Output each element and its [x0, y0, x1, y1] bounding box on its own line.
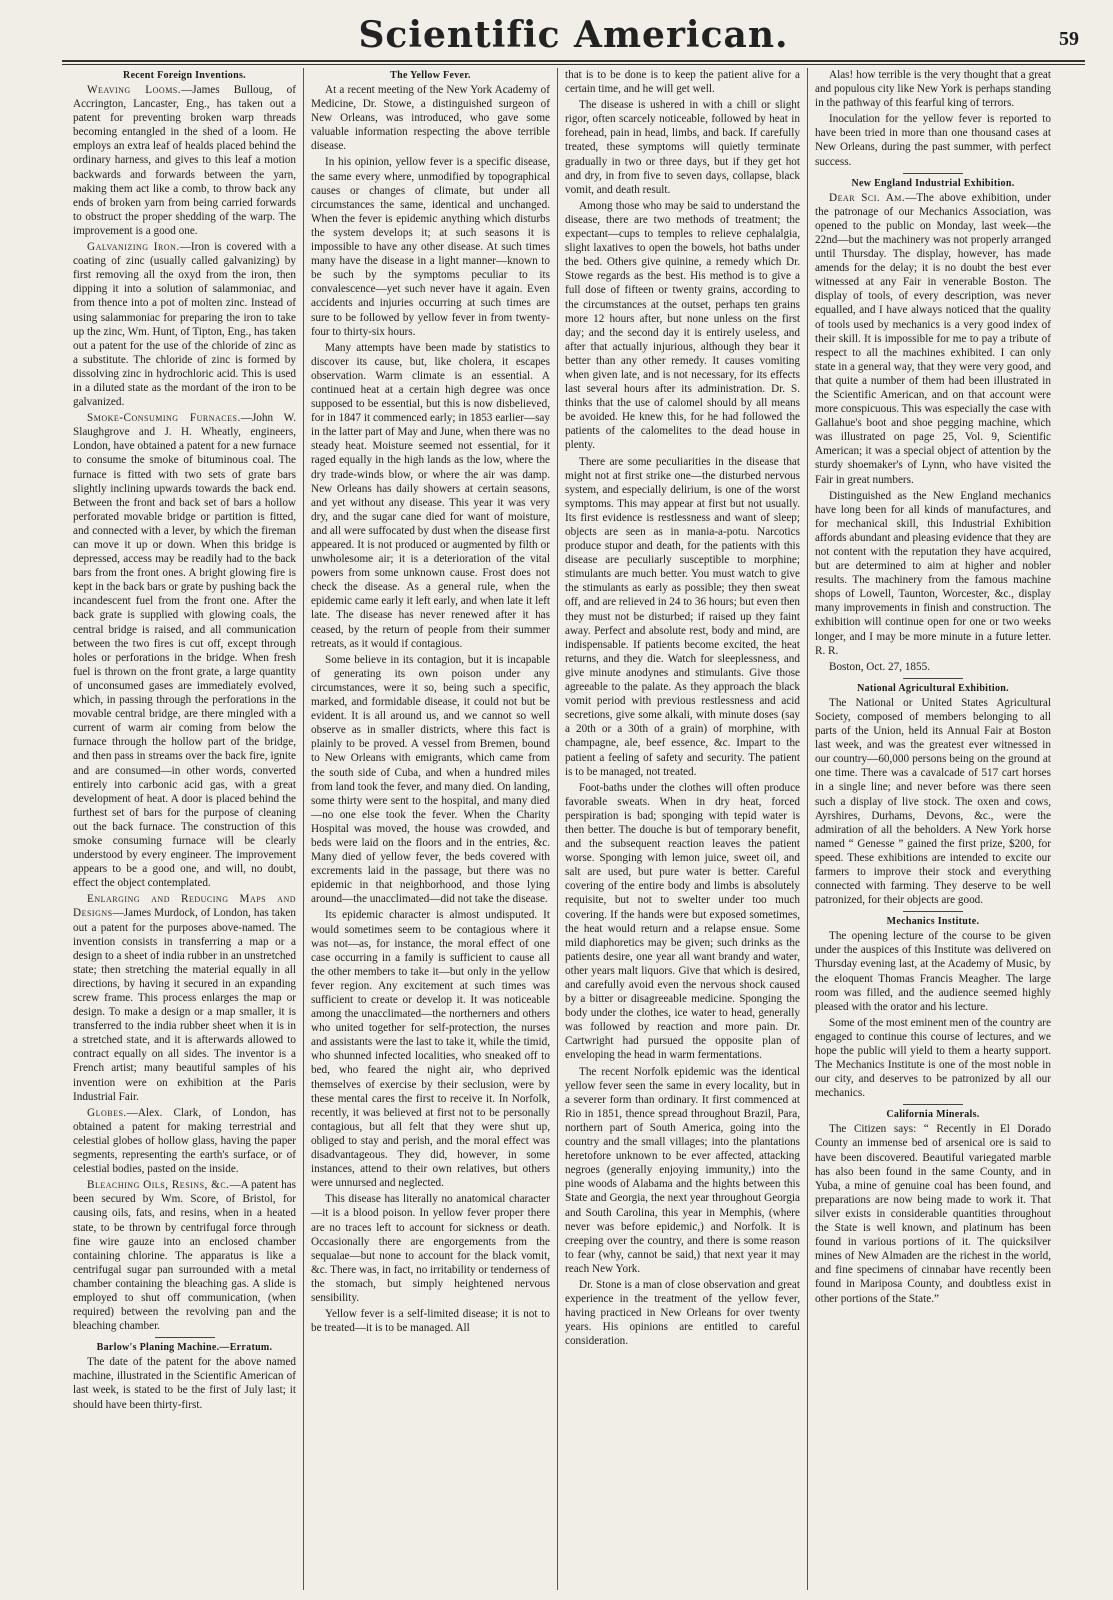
masthead-rule — [62, 60, 1085, 62]
article-paragraph — [565, 781, 800, 1063]
column-2 — [304, 68, 558, 1590]
article-paragraph — [311, 908, 550, 1190]
paragraph-text: The National or United States Agricultural Society, composed of members belonging to all parts of the Union, held its Annual Fair at Boston last week, and was the greatest ever witnessed in our country—60,000 persons being on the ground at one time. There was a cavalcade of 517 cart horses in a single line; and never before was there seen such a display of live stock. The oxen and cows, Ayrshires, Durhams, Devons, &c., were the admiration of all the beholders. A New York horse named “ Genesse ” gained the first prize, $200, for speed. These exhibitions are intended to excite our farmers to improve their stock and everything connected with farming. They deserve to be well patronized, for their objects are good. — [815, 696, 1051, 907]
paragraph-text: The Citizen says: “ Recently in El Dorado County an immense bed of arsenical ore is said to have been discovered. Beautiful variegated marble has also been found in the same County, and in Yuba, a mine of genuine coal has been found, and preparations are now being made to work it. That silver exists in considerable quantities throughout the State is well known, and platinum has been found in various portions of it. The quicksilver mines of New Almaden are the richest in the world, and fine specimens of cinnabar have recently been found in Mariposa County, and doubtless exist in other portions of the State.” — [815, 1123, 1051, 1305]
paragraph-lead: Weaving Looms. — [87, 84, 182, 96]
article-paragraph — [565, 1065, 800, 1276]
paragraph-text: that is to be done is to keep the patient alive for a certain time, and he will get well. — [565, 69, 800, 96]
paragraph-text: This disease has literally no anatomical character—it is a blood poison. In yellow fever proper there are no traces left to account for sickness or death. Occasionally there are engorgements from the sequalae—but none to account for the black vomit, &c. There was, in fact, no irritability or tenderness of the stomach, but simply heightened nervous sensibility. — [311, 1193, 550, 1304]
article-paragraph — [815, 489, 1051, 658]
article-paragraph — [565, 199, 800, 453]
article-paragraph — [815, 112, 1051, 168]
article-paragraph — [73, 1178, 296, 1333]
paragraph-text: In his opinion, yellow fever is a specific disease, the same every where, unmodified by topographical causes or changes of climate, but under all circumstances the same, identical and unchanged. When the fever is epidemic anything which disturbs the system develops it; at such seasons it is impossible to have any other disease. At such times many have the disease in a light manner—known to be such by the symptoms peculiar to its convalescence—yet such never have it again. Even accidents and injuries occurring at such times are sure to be followed by yellow fever in from twenty-four to thirty-six hours. — [311, 156, 550, 338]
article-heading: California Minerals. — [886, 1109, 980, 1121]
article-paragraph — [815, 660, 1051, 674]
paragraph-text: Some of the most eminent men of the country are engaged to continue this course of lectures, and we hope the public will yield to them a hearty support. The Mechanics Institute is one of the most noble in our city, and deserves to be patronized by all our mechanics. — [815, 1016, 1051, 1100]
article-paragraph — [311, 83, 550, 153]
column-4 — [808, 68, 1058, 1590]
paragraph-text: The disease is ushered in with a chill or slight rigor, often scarcely noticeable, followed by heat in forehead, pain in head, limbs, and back. If carefully treated, these symptoms will quietly terminate gradually in two or three days, but if they get hot and dry, in from five to seven days, collapse, black vomit, and death result. — [565, 99, 800, 196]
paragraph-text: Among those who may be said to understand the disease, there are two methods of treatment; the expectant—cups to temples to relieve cephalalgia, slight laxatives to open the bowels, hot baths under the bed. Others give quinine, a remedy which Dr. Stowe regards as the best. His method is to give a full dose of fifteen or twenty grains, according to the circumstances at the outset, perhaps ten grains more 12 hours after, but none unless on the first day; and the second day it is entirely useless, and after that actually injurious, although they bear it better than any other remedy. It causes vomiting when given late, and is not necessary, for its effects last several hours after its administration. Dr. S. thinks that the use of calomel should by all means be avoided. He knew this, for he had followed the patients of the calomelites to the dead house in plenty. — [565, 199, 800, 452]
article-paragraph — [73, 411, 296, 890]
article-heading: The Yellow Fever. — [390, 70, 471, 81]
article-paragraph — [565, 455, 800, 779]
column-3 — [558, 68, 808, 1590]
article-heading: Recent Foreign Inventions. — [123, 70, 246, 81]
column-1 — [66, 68, 304, 1590]
masthead — [62, 12, 1085, 60]
paragraph-text: Inoculation for the yellow fever is reported to have been tried in more than one thousand cases at New Orleans, during the past summer, with perfect success. — [815, 113, 1051, 168]
article-paragraph — [73, 892, 296, 1103]
paragraph-text: Foot-baths under the clothes will often produce favorable sweats. When in dry heat, forced perspiration is bad; sponging with tepid water is then better. The douche is but of temporary benefit, and the subsequent reaction leaves the patient worse. Sponging with lemon juice, sweet oil, and salt are used, but pure water is better. Careful covering of the entire body and limbs is absolutely requisite, but not to swelter under too much covering. If the hands were but exposed sometimes, the heat would return and a relapse ensue. Some mild diaphoretics may be given; such drinks as the patients desire, one year all want brandy and water, other years malt liquors. Give that which is desired, and carefully avoid even the nervous shock caused by a bitter or disagreeable medicine. Sponging the body under the clothes, ice water to head, generally was followed by reaction and more pain. Dr. Cartwright had pursued the opposite plan of enveloping the head in warm fermentations. — [565, 781, 800, 1062]
paragraph-text: —James Murdock, of London, has taken out a patent for the purposes above-named. The invention consists in transferring a map or a design to a sheet of india rubber in an unstretched state; then stretching the material equally in all directions, by having it secured in an expanding screw frame. This process enlarges the map or design. To make a design or a map smaller, it is transferred to the india rubber sheet when it is in a stretched state, and it is afterwards allowed to contract equally on all sides. The inventor is a French artist; many beautiful samples of his invention were on exhibition at the Paris Industrial Fair. — [73, 907, 296, 1103]
section-separator — [903, 173, 963, 174]
paragraph-text: —A patent has been secured by Wm. Score, of Bristol, for causing oils, fats, and resins, when in a heated state, to be thrown by centrifugal force through fine wire gauze into an enclosed chamber containing chlorine. The apparatus is like a centrifugal sugar pan surrounded with a metal chamber containing the bleaching gas. A slide is employed to shut off communication, (when required) between the revolving pan and the bleaching chamber. — [73, 1179, 297, 1333]
paragraph-text: —The above exhibition, under the patronage of our Mechanics Association, was opened to the public on Monday, last week—the 22nd—but the machinery was not properly arranged until Thursday. The display, however, has made amends for the delay; it is no doubt the best ever witnessed at any Fair in venerable Boston. The display of tools, of every description, was never equalled, and I have always noticed that the quality of tools used by mechanics is a very good index of their skill. It is impossible for me to pay a tribute of respect to all the machines exhibited. I can only state in a general way, that they were very good, and that quite a number of them had been illustrated in the Scientific American, and on that account were more conspicuous. This was especially the case with Gallahue's boot and shoe pegging machine, which was illustrated on page 25, Vol. 9, Scientific American; it was a special object of attention by the sturdy shoemaker's of Lynn, who have visited the Fair in great numbers. — [815, 191, 1051, 486]
paragraph-text: Dr. Stone is a man of close observation and great experience in the treatment of the yellow fever, having practiced in New Orleans for over twenty years. His opinions are entitled to careful consideration. — [565, 1278, 800, 1348]
article-paragraph — [815, 696, 1051, 907]
masthead-title: Scientific American. — [358, 14, 789, 56]
article-paragraph — [73, 83, 296, 238]
paragraph-lead: Globes. — [87, 1106, 127, 1119]
article-paragraph — [311, 653, 550, 907]
paragraph-lead: Dear Sci. Am. — [829, 191, 906, 204]
section-separator — [903, 678, 963, 679]
paragraph-text: Its epidemic character is almost undisputed. It would sometimes seem to be contagious where it was not—as, for instance, the moral effect of one case occurring in a family is sufficient to cause all the other members to take it—but only in the yellow fever region. Any excitement at such times was sufficient to create or develop it. It was noticeable among the unacclimated—the northerners and others who united together for self-protection, the nurses and assistants were the last to take it, while the timid, who shunned infected localities, who sneaked off to bed, who feared the night air, who deprived themselves of exercise by their seclusion, were by these mental cares the first to receive it. In Norfolk, recently, it was believed at first not to be personally contagious, but all felt that they were shut up, obliged to stay and perish, and the moral effect was disadvantageous. They did, however, in some instances, attend to their own relatives, but others were unnursed and neglected. — [311, 909, 550, 1190]
section-separator — [903, 911, 963, 912]
paragraph-text: —John W. Slaughgrove and J. H. Wheatly, engineers, London, have obtained a patent for a new furnace to consume the smoke of bituminous coal. The furnace is fitted with two sets of grate bars slightly inclining upwards towards the back end. Between the front and back set of bars a hollow perforated movable bridge or partition is fitted, and connected with a lever, by which the fireman can move it up or down. When this bridge is depressed, access may be readily had to the back bars from the front ones. A bright glowing fire is kept in the back bars or grate by pushing back the incandescent fuel from the front one. After the back grate is supplied with glowing coals, the central bridge is raised, and all communication between the two fires is cut off, except through holes or perforations in the bridge. When fresh fuel is thrown on the front grate, a large quantity of unconsumed gases are immediately evolved, which, in passing through the perforations in the movable central bridge, are there mingled with a current of warm air coming from below the furnace through the hollow part of the bridge, and then pass in streams over the back fire, ignite and are consumed—in other words, converted entirely into carbonic acid gas, with a great development of heat. A door is placed behind the furthest set of bars for the purpose of cleaning out the back furnace. The construction of this smoke consuming furnace will be clearly understood by every engineer. The improvement appears to be a good one, and will, no doubt, effect the object contemplated. — [73, 412, 297, 890]
section-separator — [903, 1104, 963, 1105]
paragraph-text: Alas! how terrible is the very thought that a great and populous city like New York is perhaps standing in the pathway of this fearful king of terrors. — [815, 69, 1051, 110]
paragraph-lead: Bleaching Oils, Resins, &c. — [87, 1179, 230, 1192]
article-heading: National Agricultural Exhibition. — [857, 682, 1009, 694]
paragraph-text: The opening lecture of the course to be given under the auspices of this Institute was delivered on Thursday evening last, at the Academy of Music, by the eloquent Thomas Francis Meagher. The large room was filled, and the audience seemed highly pleased with the orator and his lecture. — [815, 930, 1051, 1013]
article-paragraph — [73, 1355, 296, 1411]
section-separator — [155, 1337, 215, 1338]
article-paragraph — [311, 1307, 550, 1335]
paragraph-text: Yellow fever is a self-limited disease; it is not to be treated—it is to be managed. All — [311, 1308, 550, 1335]
article-paragraph — [73, 240, 296, 409]
paragraph-text: —Alex. Clark, of London, has obtained a patent for making terrestrial and celestial globes of hollow glass, having the paper segments, representing the earth's surface, or of celestial bodies, pasted on the inside. — [73, 1106, 296, 1176]
article-paragraph — [815, 1122, 1051, 1305]
masthead-rule-thin — [62, 64, 1085, 65]
page-number: 59 — [1059, 28, 1079, 50]
paragraph-text: Boston, Oct. 27, 1855. — [829, 660, 930, 673]
paragraph-text: —James Bulloug, of Accrington, Lancaster, Eng., has taken out a patent for preventing broken warp threads becoming entangled in the shed of a loom. He employs an extra leaf of healds placed behind the ordinary harness, and gives to this leaf a motion backwards and forwards between the yarn, making them act like a comb, to throw back any ends of broken yarn from being carried forwards to obstruct the proper shedding of the warp. The improvement is a good one. — [73, 84, 296, 237]
paragraph-text: At a recent meeting of the New York Academy of Medicine, Dr. Stowe, a distinguished surgeon of New Orleans, was introduced, who gave some valuable information respecting the above terrible disease. — [311, 84, 550, 153]
paragraph-text: The recent Norfolk epidemic was the identical yellow fever seen the same in every locality, but in a severer form than ordinary. It first commenced at Rio in 1851, thence spread throughout Brazil, Para, northern part of South America, going into the country and the small villages; into the plantations heretofore unknown to be ever affected, attacking negroes (generally enjoying immunity,) into the pine woods of Alabama and the hights between this State and Georgia, the next year throughout Georgia and South Carolina, this year in Memphis, (where never was before epidemic,) and Norfolk. It is creeping over the country, and there is some reason to fear (why, cannot be said,) that next year it may reach New York. — [565, 1065, 800, 1275]
paragraph-text: Some believe in its contagion, but it is incapable of generating its own poison under any circumstances, were it so, being such a specific, marked, and formidable disease, it could not but be evident. It is all around us, and we cannot so well observe as in smaller districts, where this fact is plainly to be proved. A vessel from Bremen, bound to New Orleans with emigrants, which came from the south side of Cuba, and when a hundred miles from land took the fever, and many died. On landing, some thirty were sent to the hospital, and many died—no one else took the fever. When the Charity Hospital was moved, the house was crowded, and beds were laid on the floors and in the entries, &c. Many died of yellow fever, the beds covered with excrements laid in the passage, but there was no epidemic in that neighborhood, and those lying around—the unacclimated—did not take the disease. — [311, 653, 550, 906]
article-heading: Barlow's Planing Machine.—Erratum. — [96, 1342, 273, 1354]
article-heading: New England Industrial Exhibition. — [851, 177, 1015, 189]
paragraph-text: Many attempts have been made by statistics to discover its cause, but, like cholera, it escapes observation. Warm climate is an essential. A continued heat at a certain high degree was once supposed to be essential, but this is now disbelieved, for in 1847 it commenced early; in 1853 earlier—say in the latter part of May and June, when there was no steady heat. Moisture seemed not essential, for it raged equally in the high lands as the low, where the dry trade-winds blow, or where the air was damp. New Orleans has daily showers at certain seasons, and yet without any disease. This year it was very dry, and the sugar cane died for want of moisture, and all were suffocated by dust when the disease first appeared. It is not produced or augmented by filth or unwholesome air; it is a deterioration of the vital powers from some unknown cause. Frost does not check the disease. As a general rule, when the epidemic came early it left early, and when late it left late. The disease has never renewed after it has ceased, by the return of people from their summer retreats, as it would if contagious. — [311, 341, 550, 650]
article-paragraph — [311, 341, 550, 651]
article-paragraph — [815, 929, 1051, 1014]
paragraph-lead: Smoke-Consuming Furnaces. — [87, 412, 241, 425]
paragraph-text: There are some peculiarities in the disease that might not at first strike one—the disturbed nervous system, and especially delirium, is one of the worst symptoms. This may appear at first but not usually. Its first evidence is restlessness and want of sleep; objects are seen as in mania-a-potu. Narcotics produce stupor and death, for the patients with this disease are peculiarly susceptible to morphine; stimulants are much better. You must watch to give the stimulants as early as possible; they then sweat off, and are relieved in 24 to 36 hours; but even then they must not be disturbed; if raised up they faint away. Perfect and absolute rest, body and mind, are indispensable. If patients become excited, the heat returns, and they die. Watch for sleeplessness, and give minute anodynes and stimulants. Give those agreeable to the palate. As they approach the black vomit period with previous restlessness and acid secretions, give some alkali, with minute doses (say a 20th or a 30th of a grain) of morphine, with champagne, ale, beef essence, &c. Impart to the patient a feeling of safety and security. The patient is to be managed, not treated. — [565, 455, 800, 778]
article-paragraph — [815, 68, 1051, 110]
article-paragraph — [815, 1016, 1051, 1101]
article-paragraph — [565, 98, 800, 197]
article-paragraph — [815, 191, 1051, 487]
article-paragraph — [311, 155, 550, 338]
article-paragraph — [565, 68, 800, 96]
article-paragraph — [565, 1278, 800, 1348]
paragraph-lead: Enlarging and Reducing Maps and Designs — [73, 893, 296, 920]
paragraph-text: Distinguished as the New England mechanics have long been for all kinds of manufactures, and for mechanical skill, this Industrial Exhibition affords abundant and pleasing evidence that they are not content with the reputation they have acquired, but are determined to aim at higher and nobler results. The machinery from the famous machine shops of Lowell, Taunton, Worcester, &c., display many improvements in finish and construction. The exhibition will continue open for one or two weeks longer, and I may be more minute in a future letter. R. R. — [815, 489, 1051, 657]
paragraph-text: —Iron is covered with a coating of zinc (usually called galvanizing) by first removing all the oxyd from the iron, then dipping it into a solution of salammoniac, and from thence into a pot of molten zinc. Instead of using salammoniac for preparing the iron to take up the zinc, Wm. Hunt, of Tipton, Eng., has taken out a patent for the use of the chloride of zinc as a substitute. The chloride of zinc is formed by dissolving zinc in hydrochloric acid. This is used in a diluted state as the mordant of the iron to be galvanized. — [73, 241, 296, 409]
article-paragraph — [73, 1106, 296, 1176]
paragraph-lead: Galvanizing Iron. — [87, 241, 180, 254]
columns — [66, 68, 1083, 1590]
article-paragraph — [311, 1192, 550, 1305]
paragraph-text: The date of the patent for the above named machine, illustrated in the Scientific American of last week, is stated to be the first of July last; it should have been thirty-first. — [73, 1356, 296, 1411]
article-heading: Mechanics Institute. — [886, 916, 980, 928]
